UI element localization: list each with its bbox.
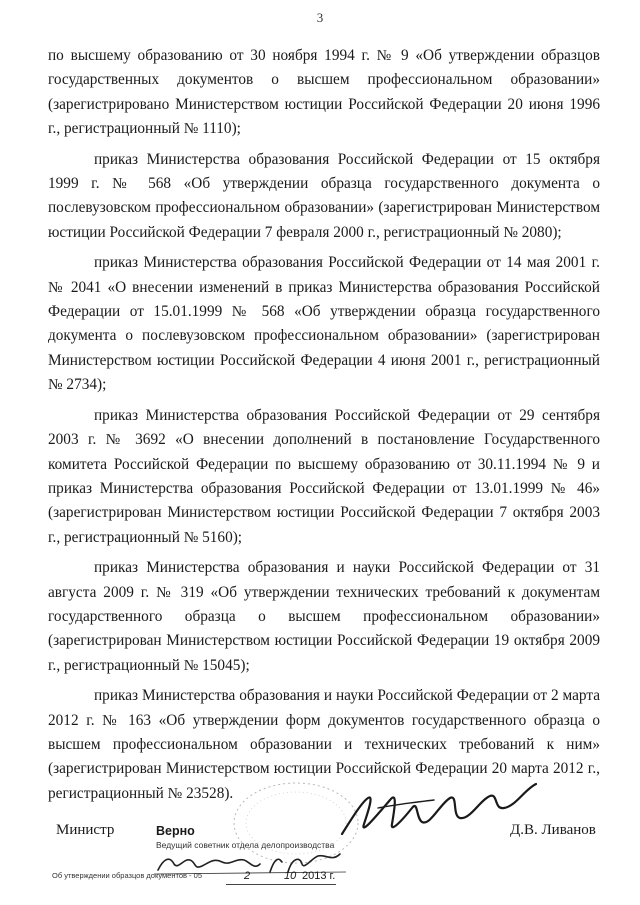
- stamp-position: Ведущий советник отдела делопроизводства: [156, 840, 335, 850]
- signer-name: Д.В. Ливанов: [510, 822, 596, 838]
- paragraph-3: приказ Министерства образования Российской Федерации от 14 мая 2001 г. № 2041 «О внесении изменений в приказ Министерства образования Российской Федерации от 15.01.1999 № 568 «Об утверждении образца государственного документа о послевузовском профессиональном образовании» (зарегистрирован Министерством юстиции Российской Федерации 4 июня 2001 г., регистрационный № 2734);: [48, 254, 600, 394]
- paragraph-4: приказ Министерства образования Российской Федерации от 29 сентября 2003 г. № 3692 «О внесении дополнений в постановление Государственного комитета Российской Федерации по высшему образованию от 30.11.1994 № 9 и приказ Министерства образования Российской Федерации от 13.01.1999 № 46» (зарегистрирован Министерством юстиции Российской Федерации 7 октября 2003 г., регистрационный № 5160);: [48, 406, 600, 546]
- date-month: 10: [284, 870, 297, 882]
- paragraph-2: приказ Министерства образования Российской Федерации от 15 октября 1999 г. № 568 «Об утверждении образца государственного документа о послевузовском профессиональном образовании» (зарегистрирован Министерством юстиции Российской Федерации 7 февраля 2000 г., регистрационный № 2080);: [48, 150, 600, 241]
- signer-title: Министр: [56, 822, 115, 838]
- stamp-date: [226, 868, 346, 888]
- paragraph-6: приказ Министерства образования и науки Российской Федерации от 2 марта 2012 г. № 163 «Об утверждении форм документов государственного образца о высшем профессиональном образовании и технических требований к ним» (зарегистрирован Министерством юстиции Российской Федерации 20 марта 2012 г., регистрационный № 23528).: [48, 687, 600, 802]
- date-day: 2: [244, 870, 251, 882]
- stamp-label: Верно: [156, 824, 195, 838]
- date-underline: [226, 884, 336, 885]
- paragraph-5: приказ Министерства образования и науки Российской Федерации от 31 августа 2009 г. № 319 «Об утверждении технических требований к документам государственного образца о высшем профессиональном образовании» (зарегистрирован Министерством юстиции Российской Федерации 19 октября 2009 г., регистрационный № 15045);: [48, 559, 600, 674]
- paragraph-1: по высшему образованию от 30 ноября 1994 г. № 9 «Об утверждении образцов государственных документов о высшем профессиональном образовании» (зарегистрировано Министерством юстиции Российской Федерации 20 июня 1996 г., регистрационный № 1110);: [48, 47, 600, 138]
- date-year: 2013 г.: [302, 870, 336, 882]
- footer-note: Об утверждении образцов документов - 05: [52, 871, 202, 880]
- page-number: 3: [316, 10, 324, 25]
- document-body: [48, 44, 600, 812]
